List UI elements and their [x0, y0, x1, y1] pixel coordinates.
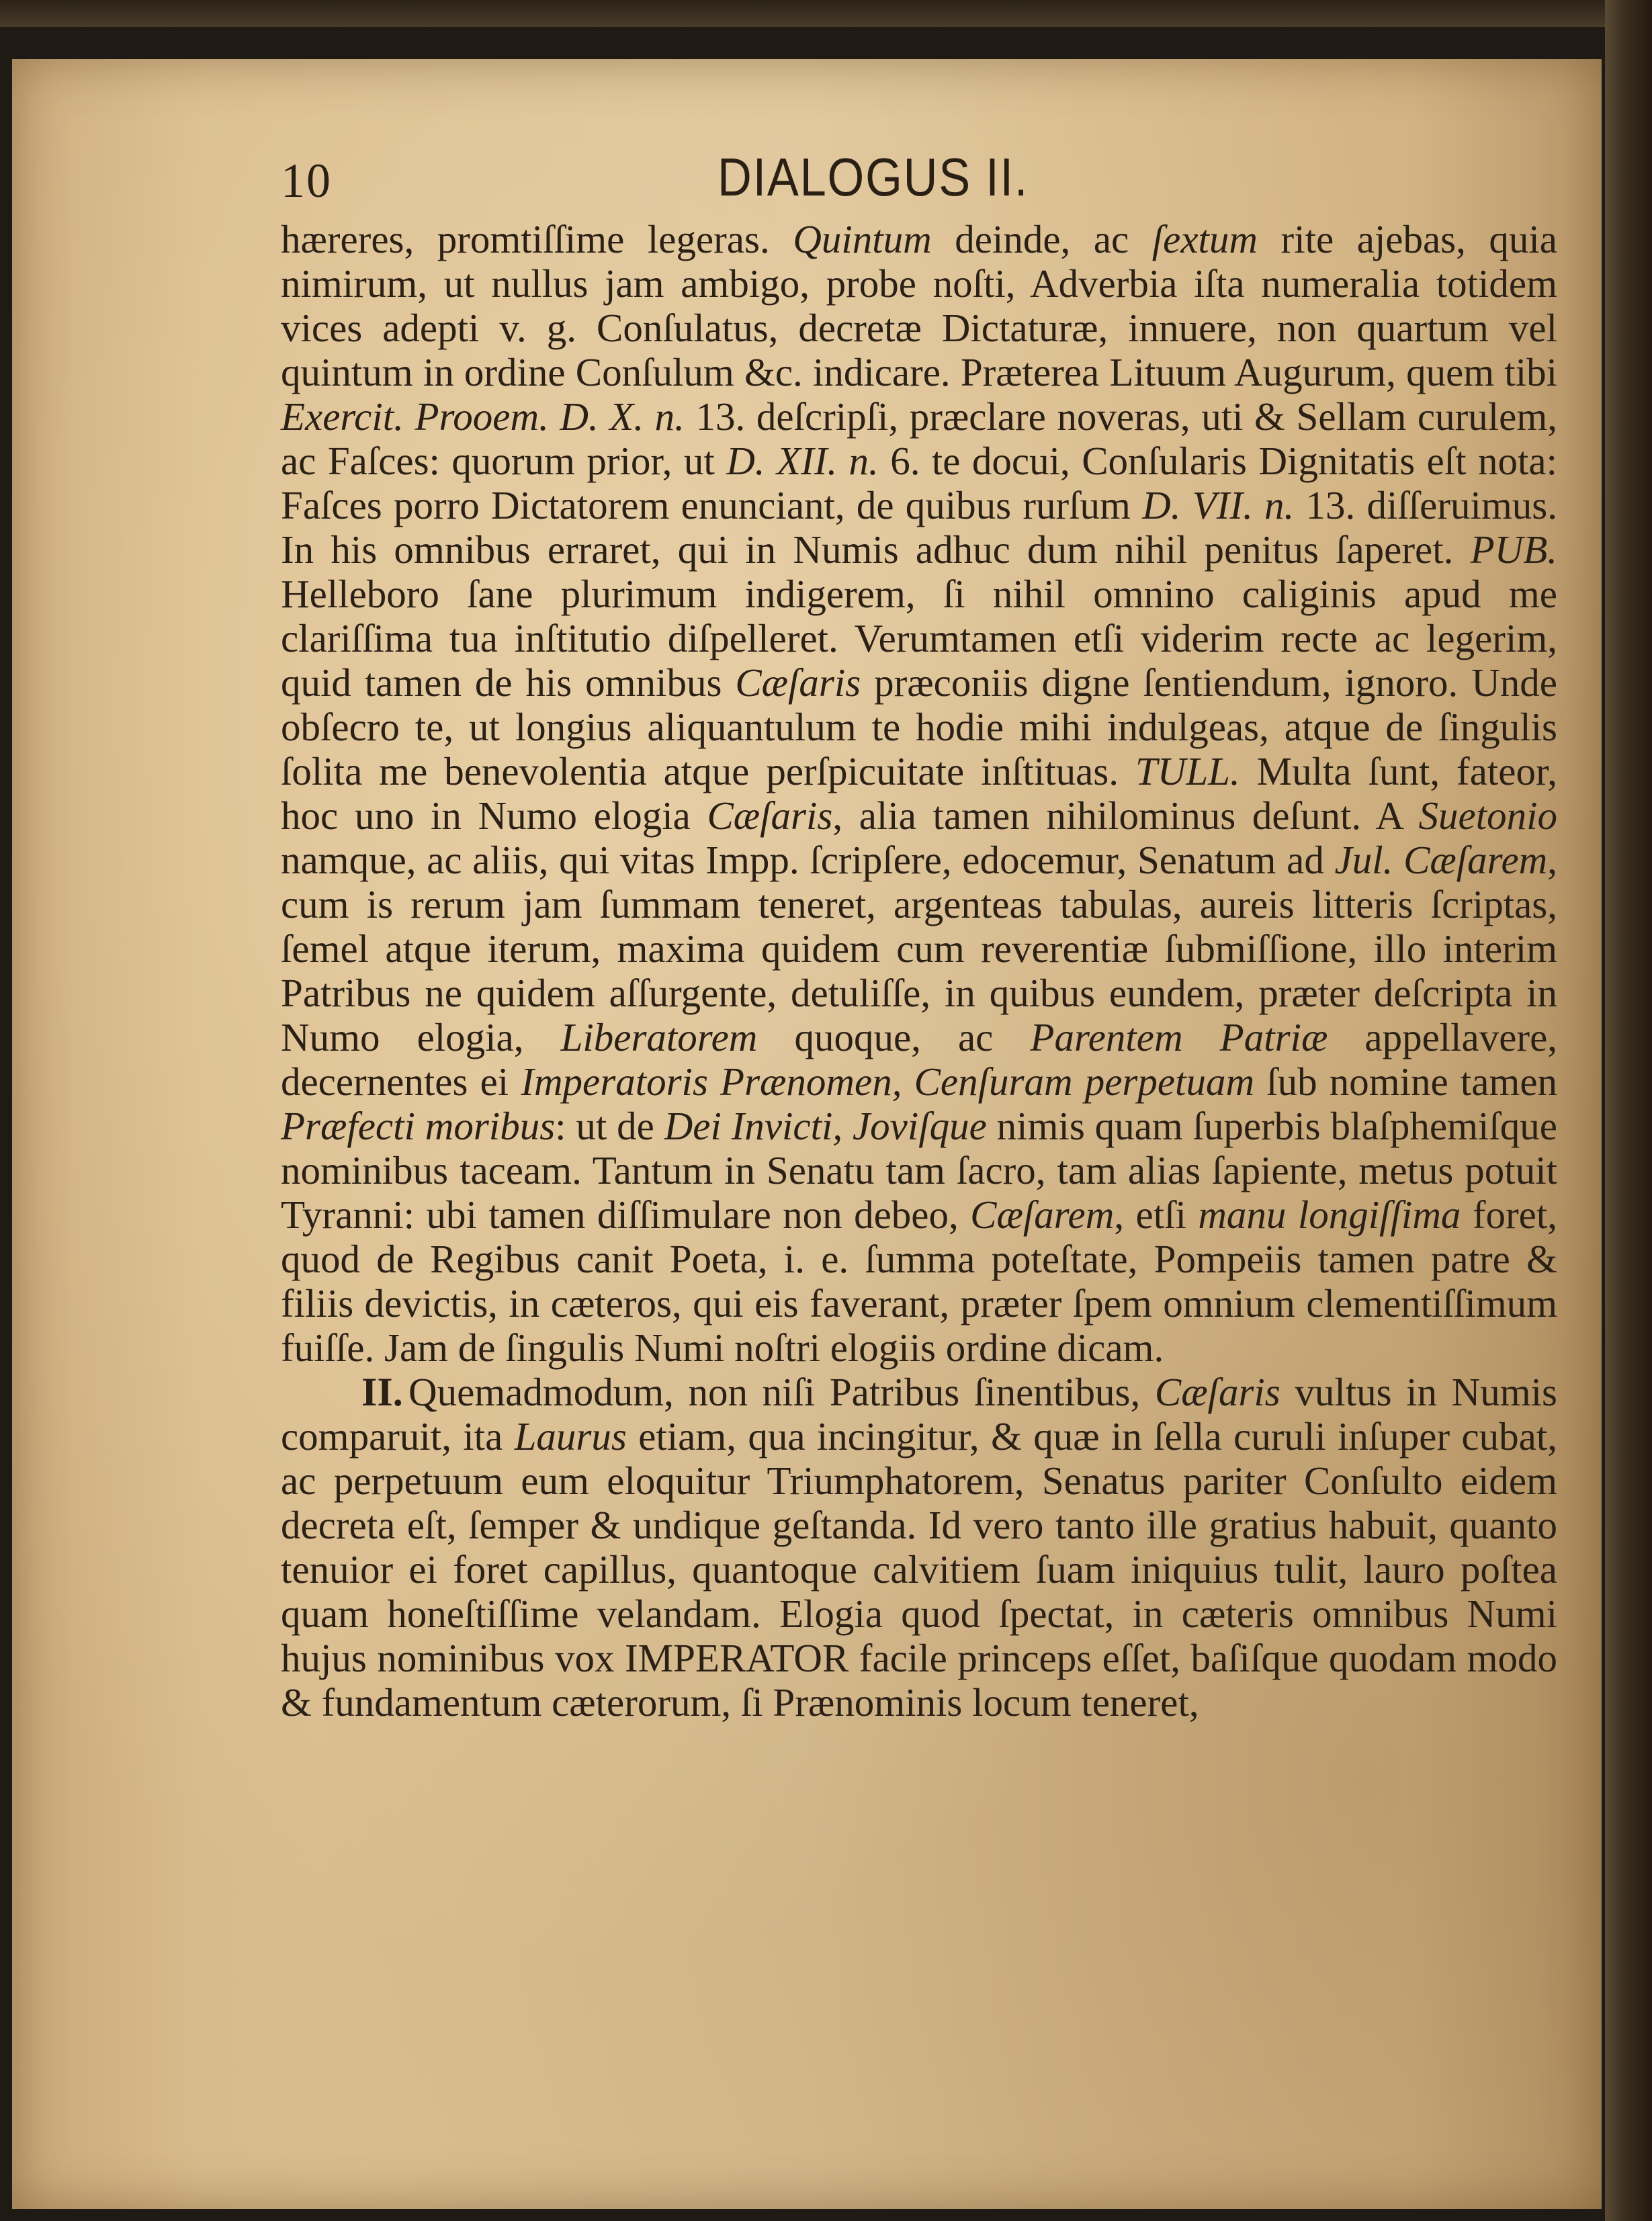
- italic-run: Laurus: [514, 1414, 627, 1458]
- text-run: etiam, qua incingitur, & quæ in ſella curuli inſuper cubat, ac perpetuum eum eloquitur Triumphatorem, Senatus pariter Conſulto eidem decreta eſt, ſemper & undique geſtanda. Id vero tanto ille gratius habuit, quanto tenuior ei foret capillus, quantoque calvitiem ſuam iniquius tulit, lauro poſtea quam honeſtiſſime velandam. Elogia quod ſpectat, in cæteris omnibus Numi hujus nominibus vox IMPERATOR facile princeps eſſet, baſiſque quodam modo & fundamentum cæterorum, ſi Prænominis locum teneret,: [281, 1414, 1557, 1725]
- body-text: [281, 217, 1557, 1725]
- italic-run: manu longiſſima: [1198, 1192, 1461, 1237]
- italic-run: Quintum: [793, 217, 932, 261]
- text-run: 13. deſcripſi, præclare noveras, uti & Sellam curulem, ac Faſces: quorum prior, ut: [281, 394, 1557, 483]
- scan-top-edge: [0, 0, 1652, 27]
- text-run: , cum is rerum jam ſummam teneret, argenteas tabulas, aureis litteris ſcriptas, ſemel atque iterum, maxima quidem cum reverentiæ ſubmiſſione, illo interim Patribus ne quidem aſſurgente, detuliſſe, in quibus eundem, præter deſcripta in Numo elogia,: [281, 838, 1557, 1059]
- italic-run: Cæſarem: [970, 1192, 1115, 1237]
- page-header: [12, 146, 1602, 220]
- scan-right-edge: [1605, 0, 1652, 2221]
- paragraph-2: [281, 1370, 1557, 1725]
- text-run: , etſi: [1114, 1192, 1199, 1237]
- italic-run: Præfecti moribus: [281, 1104, 556, 1148]
- text-run: hæreres, promtiſſime legeras.: [281, 217, 793, 261]
- text-run: 13. diſſeruimus. In his omnibus erraret, qui in Numis adhuc dum nihil penitus ſaperet.: [281, 483, 1557, 572]
- italic-run: Exercit. Prooem. D. X. n.: [281, 394, 685, 439]
- text-run: deinde, ac: [931, 217, 1152, 261]
- italic-run: PUB.: [1470, 527, 1557, 572]
- text-run: Helleboro ſane plurimum indigerem, ſi nihil omnino caliginis apud me clariſſima tua inſtitutio diſpelleret. Verumtamen etſi viderim recte ac legerim, quid tamen de his omnibus: [281, 572, 1557, 705]
- text-run: foret, quod de Regibus canit Poeta, i. e. ſumma poteſtate, Pompeiis tamen patre & filiis devictis, in cæteros, qui eis faverant, præter ſpem omnium clementiſſimum fuiſſe. Jam de ſingulis Numi noſtri elogiis ordine dicam.: [281, 1192, 1557, 1370]
- text-run: vultus in Numis comparuit, ita: [281, 1370, 1557, 1458]
- text-run: , alia tamen nihilominus deſunt. A: [832, 793, 1419, 838]
- italic-run: D. XII. n.: [726, 439, 879, 483]
- italic-run: TULL.: [1135, 749, 1240, 793]
- italic-run: Jul. Cæſarem: [1334, 838, 1548, 882]
- text-run: 6. te docui, Conſularis Dignitatis eſt nota: Faſces porro Dictatorem enunciant, de quibus rurſum: [281, 439, 1557, 527]
- text-run: : ut de: [555, 1104, 664, 1148]
- text-run: Multa ſunt, fateor, hoc uno in Numo elogia: [281, 749, 1557, 838]
- text-run: præconiis digne ſentiendum, ignoro. Unde obſecro te, ut longius aliquantulum te hodie mihi indulgeas, atque de ſingulis ſolita me benevolentia atque perſpicuitate inſtituas.: [281, 660, 1557, 793]
- italic-run: Cæſaris: [1154, 1370, 1280, 1414]
- italic-run: Imperatoris Prænomen, Cenſuram perpetuam: [521, 1059, 1255, 1104]
- text-run: namque, ac aliis, qui vitas Impp. ſcripſere, edocemur, Senatum ad: [281, 838, 1335, 882]
- text-run: nimis quam ſuperbis blaſphemiſque nominibus taceam. Tantum in Senatu tam ſacro, tam alias ſapiente, metus potuit Tyranni: ubi tamen diſſimulare non debeo,: [281, 1104, 1557, 1237]
- italic-run: Cæſaris: [735, 660, 861, 705]
- page-number: 10: [281, 154, 332, 208]
- book-page: [12, 59, 1602, 2209]
- section-number: II.: [361, 1370, 403, 1414]
- italic-run: Parentem Patriæ: [1030, 1015, 1328, 1059]
- running-head: DIALOGUS II.: [718, 147, 1029, 207]
- italic-run: Liberatorem: [560, 1015, 758, 1059]
- text-run: appellavere, decernentes ei: [281, 1015, 1558, 1104]
- italic-run: ſextum: [1151, 217, 1258, 261]
- paragraph-1: [281, 217, 1557, 1370]
- text-run: ſub nomine tamen: [1254, 1059, 1557, 1104]
- italic-run: Suetonio: [1418, 793, 1557, 838]
- italic-run: Cæſaris: [707, 793, 833, 838]
- text-run: quoque, ac: [757, 1015, 1031, 1059]
- text-run: rite ajebas, quia nimirum, ut nullus jam ambigo, probe noſti, Adverbia iſta numeralia totidem vices adepti v. g. Conſulatus, decretæ Dictaturæ, innuere, non quartum vel quintum in ordine Conſulum &c. indicare. Præterea Lituum Augurum, quem tibi: [281, 217, 1557, 394]
- italic-run: Dei Invicti, Joviſque: [664, 1104, 987, 1148]
- italic-run: D. VII. n.: [1142, 483, 1295, 527]
- text-run: Quemadmodum, non niſi Patribus ſinentibus,: [408, 1370, 1155, 1414]
